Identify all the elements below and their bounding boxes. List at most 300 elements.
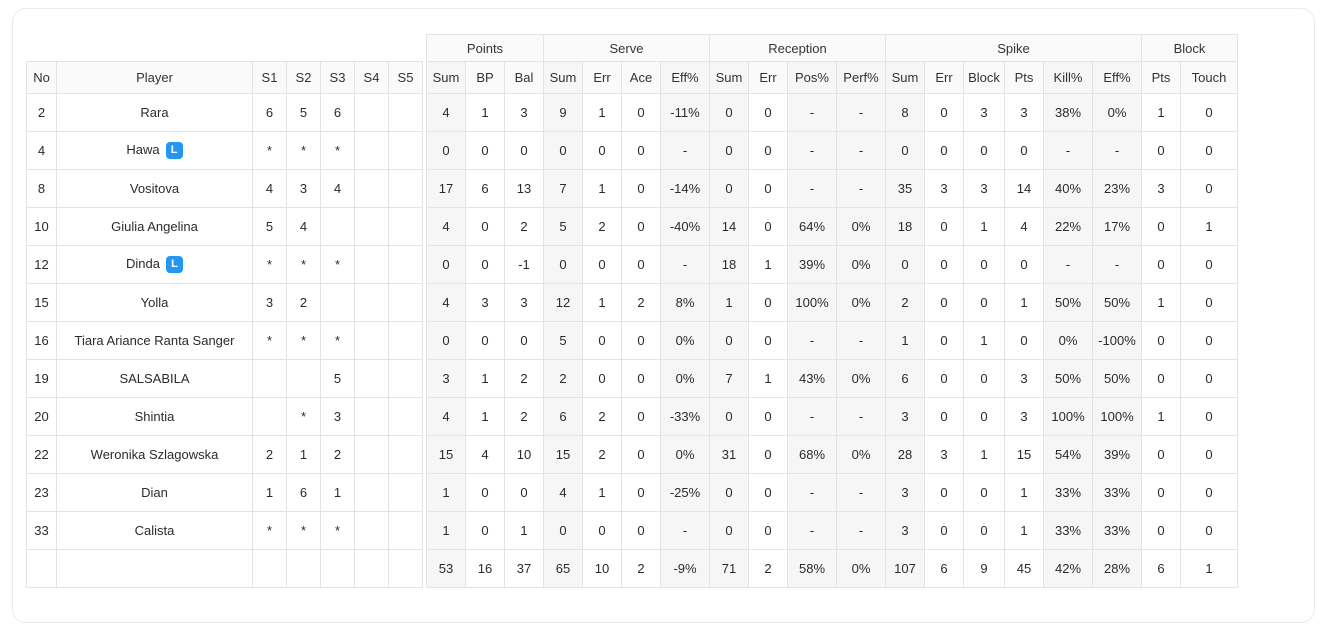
cell-serve-eff: - xyxy=(661,132,710,170)
cell-reception-perf: - xyxy=(837,170,886,208)
cell-player-name[interactable] xyxy=(57,246,253,284)
col-no[interactable]: No xyxy=(27,62,57,94)
cell-reception-err: 0 xyxy=(749,322,788,360)
cell-block-pts: 1 xyxy=(1142,398,1181,436)
col-spike-kill[interactable]: Kill% xyxy=(1044,62,1093,94)
cell-spike-eff: 50% xyxy=(1093,360,1142,398)
cell-serve-err: 2 xyxy=(583,436,622,474)
cell-s1: * xyxy=(253,512,287,550)
col-reception-pos[interactable]: Pos% xyxy=(788,62,837,94)
cell-s3: 2 xyxy=(321,436,355,474)
cell-serve-sum: 0 xyxy=(544,512,583,550)
cell-s5 xyxy=(389,322,423,360)
cell-serve-sum: 6 xyxy=(544,398,583,436)
cell-points-bal: 2 xyxy=(505,398,544,436)
cell-reception-sum: 0 xyxy=(710,322,749,360)
cell-s2: * xyxy=(287,322,321,360)
cell-block-touch: 0 xyxy=(1181,132,1238,170)
col-points-bal[interactable]: Bal xyxy=(505,62,544,94)
cell-s4 xyxy=(355,550,389,588)
col-player[interactable]: Player xyxy=(57,62,253,94)
cell-reception-err: 0 xyxy=(749,474,788,512)
cell-spike-err: 6 xyxy=(925,550,964,588)
cell-s4 xyxy=(355,512,389,550)
group-header-row xyxy=(27,35,1238,62)
cell-block-pts: 0 xyxy=(1142,360,1181,398)
cell-player-name[interactable] xyxy=(57,94,253,132)
player-stats-table xyxy=(26,34,1238,588)
cell-block-touch: 0 xyxy=(1181,246,1238,284)
cell-spike-kill: - xyxy=(1044,246,1093,284)
cell-spike-pts: 0 xyxy=(1005,132,1044,170)
cell-reception-perf: - xyxy=(837,322,886,360)
cell-block-pts: 1 xyxy=(1142,94,1181,132)
cell-spike-pts: 3 xyxy=(1005,398,1044,436)
cell-spike-eff: 28% xyxy=(1093,550,1142,588)
cell-block-touch: 0 xyxy=(1181,398,1238,436)
col-points-sum[interactable]: Sum xyxy=(427,62,466,94)
cell-spike-kill: 54% xyxy=(1044,436,1093,474)
group-blank-no xyxy=(27,35,57,62)
cell-serve-err: 10 xyxy=(583,550,622,588)
cell-s5 xyxy=(389,132,423,170)
cell-serve-eff: 0% xyxy=(661,436,710,474)
cell-points-bp: 1 xyxy=(466,360,505,398)
group-blank-s4 xyxy=(355,35,389,62)
group-blank-player xyxy=(57,35,253,62)
libero-badge: L xyxy=(166,256,183,273)
cell-serve-sum: 12 xyxy=(544,284,583,322)
cell-serve-ace: 0 xyxy=(622,208,661,246)
cell-reception-perf: 0% xyxy=(837,246,886,284)
col-serve-ace[interactable]: Ace xyxy=(622,62,661,94)
cell-spike-pts: 1 xyxy=(1005,512,1044,550)
table-row xyxy=(27,436,1238,474)
cell-serve-sum: 65 xyxy=(544,550,583,588)
cell-block-touch: 0 xyxy=(1181,94,1238,132)
cell-block-pts: 0 xyxy=(1142,208,1181,246)
cell-spike-eff: 33% xyxy=(1093,512,1142,550)
cell-player-name[interactable] xyxy=(57,436,253,474)
cell-block-pts: 1 xyxy=(1142,284,1181,322)
col-reception-perf[interactable]: Perf% xyxy=(837,62,886,94)
cell-s4 xyxy=(355,132,389,170)
group-blank-s5 xyxy=(389,35,423,62)
cell-serve-eff: 0% xyxy=(661,360,710,398)
cell-points-bal: 3 xyxy=(505,284,544,322)
cell-serve-ace: 0 xyxy=(622,512,661,550)
cell-no xyxy=(27,550,57,588)
cell-s4 xyxy=(355,284,389,322)
cell-spike-eff: 0% xyxy=(1093,94,1142,132)
cell-spike-eff: 33% xyxy=(1093,474,1142,512)
group-header-spike: Spike xyxy=(886,35,1142,62)
cell-points-bp: 0 xyxy=(466,474,505,512)
table-head xyxy=(27,35,1238,94)
cell-s3: * xyxy=(321,322,355,360)
cell-no: 23 xyxy=(27,474,57,512)
cell-points-bal: 37 xyxy=(505,550,544,588)
cell-points-bp: 6 xyxy=(466,170,505,208)
cell-spike-pts: 1 xyxy=(1005,474,1044,512)
col-s1[interactable]: S1 xyxy=(253,62,287,94)
cell-serve-eff: -14% xyxy=(661,170,710,208)
cell-block-touch: 0 xyxy=(1181,436,1238,474)
cell-reception-sum: 0 xyxy=(710,94,749,132)
cell-serve-ace: 0 xyxy=(622,94,661,132)
cell-spike-sum: 18 xyxy=(886,208,925,246)
cell-player-name[interactable] xyxy=(57,170,253,208)
col-block-pts[interactable]: Pts xyxy=(1142,62,1181,94)
cell-serve-eff: -33% xyxy=(661,398,710,436)
cell-s3 xyxy=(321,550,355,588)
cell-reception-pos: - xyxy=(788,170,837,208)
col-reception-sum[interactable]: Sum xyxy=(710,62,749,94)
cell-points-bp: 0 xyxy=(466,322,505,360)
cell-s2: 3 xyxy=(287,170,321,208)
cell-points-sum: 0 xyxy=(427,132,466,170)
cell-s1: 1 xyxy=(253,474,287,512)
col-s4[interactable]: S4 xyxy=(355,62,389,94)
col-spike-eff[interactable]: Eff% xyxy=(1093,62,1142,94)
cell-points-bal: 0 xyxy=(505,322,544,360)
cell-reception-sum: 0 xyxy=(710,398,749,436)
cell-block-pts: 0 xyxy=(1142,436,1181,474)
cell-spike-block: 0 xyxy=(964,246,1005,284)
cell-reception-err: 1 xyxy=(749,360,788,398)
group-blank-s3 xyxy=(321,35,355,62)
cell-block-pts: 0 xyxy=(1142,322,1181,360)
cell-serve-sum: 7 xyxy=(544,170,583,208)
col-s5[interactable]: S5 xyxy=(389,62,423,94)
cell-s4 xyxy=(355,170,389,208)
cell-spike-sum: 3 xyxy=(886,512,925,550)
cell-player-name[interactable] xyxy=(57,322,253,360)
cell-player-name[interactable] xyxy=(57,360,253,398)
cell-spike-pts: 0 xyxy=(1005,322,1044,360)
cell-reception-err: 0 xyxy=(749,94,788,132)
cell-s2: * xyxy=(287,132,321,170)
cell-spike-err: 0 xyxy=(925,360,964,398)
cell-serve-sum: 5 xyxy=(544,208,583,246)
cell-points-sum: 1 xyxy=(427,512,466,550)
cell-spike-pts: 3 xyxy=(1005,360,1044,398)
cell-spike-pts: 4 xyxy=(1005,208,1044,246)
cell-s2: 1 xyxy=(287,436,321,474)
cell-spike-eff: - xyxy=(1093,132,1142,170)
cell-spike-kill: 0% xyxy=(1044,322,1093,360)
cell-serve-sum: 4 xyxy=(544,474,583,512)
cell-s5 xyxy=(389,550,423,588)
cell-reception-pos: - xyxy=(788,94,837,132)
table-row xyxy=(27,284,1238,322)
player-name-text: Yolla xyxy=(140,295,169,310)
cell-reception-sum: 71 xyxy=(710,550,749,588)
player-name-text: SALSABILA xyxy=(119,371,190,386)
cell-no: 19 xyxy=(27,360,57,398)
cell-s5 xyxy=(389,512,423,550)
column-header-row xyxy=(27,62,1238,94)
col-serve-err[interactable]: Err xyxy=(583,62,622,94)
cell-reception-sum: 0 xyxy=(710,170,749,208)
cell-s5 xyxy=(389,398,423,436)
cell-serve-ace: 0 xyxy=(622,132,661,170)
cell-player-name[interactable] xyxy=(57,474,253,512)
cell-reception-perf: - xyxy=(837,398,886,436)
cell-serve-eff: - xyxy=(661,246,710,284)
cell-spike-kill: 50% xyxy=(1044,284,1093,322)
cell-s5 xyxy=(389,94,423,132)
cell-reception-perf: 0% xyxy=(837,436,886,474)
col-spike-pts[interactable]: Pts xyxy=(1005,62,1044,94)
cell-serve-sum: 0 xyxy=(544,132,583,170)
player-name-text: Calista xyxy=(134,523,175,538)
cell-serve-ace: 0 xyxy=(622,436,661,474)
cell-points-sum: 17 xyxy=(427,170,466,208)
cell-reception-sum: 0 xyxy=(710,512,749,550)
cell-s4 xyxy=(355,436,389,474)
cell-points-sum: 0 xyxy=(427,246,466,284)
cell-s2: 6 xyxy=(287,474,321,512)
cell-spike-err: 0 xyxy=(925,246,964,284)
cell-spike-err: 0 xyxy=(925,398,964,436)
cell-s1: 6 xyxy=(253,94,287,132)
col-s3[interactable]: S3 xyxy=(321,62,355,94)
cell-s4 xyxy=(355,94,389,132)
cell-s2 xyxy=(287,360,321,398)
cell-serve-sum: 15 xyxy=(544,436,583,474)
cell-s4 xyxy=(355,208,389,246)
cell-s3: 1 xyxy=(321,474,355,512)
cell-reception-pos: 43% xyxy=(788,360,837,398)
cell-s2: * xyxy=(287,512,321,550)
cell-reception-sum: 18 xyxy=(710,246,749,284)
cell-serve-err: 2 xyxy=(583,208,622,246)
cell-player-name[interactable] xyxy=(57,398,253,436)
cell-spike-eff: -100% xyxy=(1093,322,1142,360)
col-spike-sum[interactable]: Sum xyxy=(886,62,925,94)
cell-reception-pos: - xyxy=(788,512,837,550)
player-name-text: Dinda xyxy=(126,255,160,271)
table-total-row xyxy=(27,550,1238,588)
cell-s2: * xyxy=(287,398,321,436)
cell-spike-eff: 23% xyxy=(1093,170,1142,208)
cell-spike-kill: 22% xyxy=(1044,208,1093,246)
cell-s5 xyxy=(389,170,423,208)
cell-no: 10 xyxy=(27,208,57,246)
cell-spike-block: 1 xyxy=(964,436,1005,474)
cell-reception-perf: - xyxy=(837,94,886,132)
cell-serve-eff: -25% xyxy=(661,474,710,512)
cell-block-touch: 0 xyxy=(1181,284,1238,322)
group-header-block: Block xyxy=(1142,35,1238,62)
cell-block-pts: 0 xyxy=(1142,246,1181,284)
cell-player-name[interactable] xyxy=(57,512,253,550)
cell-player-name[interactable] xyxy=(57,208,253,246)
cell-spike-err: 0 xyxy=(925,132,964,170)
cell-reception-perf: - xyxy=(837,474,886,512)
cell-no: 22 xyxy=(27,436,57,474)
table-row xyxy=(27,512,1238,550)
cell-s1: 2 xyxy=(253,436,287,474)
cell-spike-sum: 3 xyxy=(886,474,925,512)
cell-spike-block: 9 xyxy=(964,550,1005,588)
player-name-text: Dian xyxy=(141,485,168,500)
cell-s1 xyxy=(253,550,287,588)
table-body xyxy=(27,94,1238,588)
cell-reception-perf: - xyxy=(837,512,886,550)
player-name-text: Giulia Angelina xyxy=(111,219,198,234)
cell-points-bp: 0 xyxy=(466,208,505,246)
cell-reception-pos: 68% xyxy=(788,436,837,474)
cell-points-bp: 3 xyxy=(466,284,505,322)
cell-spike-err: 0 xyxy=(925,208,964,246)
cell-reception-pos: 58% xyxy=(788,550,837,588)
cell-spike-kill: 40% xyxy=(1044,170,1093,208)
cell-player-total xyxy=(57,550,253,588)
col-reception-err[interactable]: Err xyxy=(749,62,788,94)
cell-spike-block: 3 xyxy=(964,170,1005,208)
cell-reception-perf: 0% xyxy=(837,360,886,398)
cell-points-sum: 4 xyxy=(427,94,466,132)
cell-serve-err: 0 xyxy=(583,360,622,398)
cell-spike-pts: 15 xyxy=(1005,436,1044,474)
cell-reception-pos: - xyxy=(788,474,837,512)
cell-block-pts: 0 xyxy=(1142,132,1181,170)
cell-player-name[interactable] xyxy=(57,132,253,170)
col-serve-sum[interactable]: Sum xyxy=(544,62,583,94)
cell-reception-sum: 7 xyxy=(710,360,749,398)
cell-serve-err: 0 xyxy=(583,132,622,170)
cell-spike-eff: 39% xyxy=(1093,436,1142,474)
cell-serve-ace: 2 xyxy=(622,550,661,588)
table-row xyxy=(27,132,1238,170)
cell-spike-sum: 0 xyxy=(886,246,925,284)
cell-points-bal: 2 xyxy=(505,360,544,398)
cell-reception-pos: - xyxy=(788,398,837,436)
cell-spike-kill: 50% xyxy=(1044,360,1093,398)
cell-s1: * xyxy=(253,132,287,170)
cell-reception-err: 0 xyxy=(749,512,788,550)
col-s2[interactable]: S2 xyxy=(287,62,321,94)
col-block-touch[interactable]: Touch xyxy=(1181,62,1238,94)
cell-block-touch: 0 xyxy=(1181,474,1238,512)
cell-spike-pts: 0 xyxy=(1005,246,1044,284)
cell-s2: 4 xyxy=(287,208,321,246)
cell-no: 8 xyxy=(27,170,57,208)
cell-reception-pos: - xyxy=(788,132,837,170)
cell-no: 33 xyxy=(27,512,57,550)
cell-points-sum: 1 xyxy=(427,474,466,512)
cell-spike-block: 0 xyxy=(964,360,1005,398)
cell-serve-sum: 0 xyxy=(544,246,583,284)
player-name-text: Hawa xyxy=(126,141,160,157)
cell-reception-sum: 0 xyxy=(710,474,749,512)
cell-spike-err: 3 xyxy=(925,436,964,474)
cell-serve-ace: 0 xyxy=(622,322,661,360)
cell-s5 xyxy=(389,284,423,322)
cell-points-sum: 4 xyxy=(427,208,466,246)
cell-serve-err: 1 xyxy=(583,284,622,322)
cell-reception-sum: 0 xyxy=(710,132,749,170)
cell-serve-err: 0 xyxy=(583,512,622,550)
cell-spike-sum: 35 xyxy=(886,170,925,208)
cell-reception-err: 1 xyxy=(749,246,788,284)
cell-spike-kill: 33% xyxy=(1044,474,1093,512)
cell-s4 xyxy=(355,322,389,360)
cell-points-bal: 10 xyxy=(505,436,544,474)
cell-spike-sum: 2 xyxy=(886,284,925,322)
cell-s1: 5 xyxy=(253,208,287,246)
cell-block-touch: 1 xyxy=(1181,208,1238,246)
cell-points-bp: 16 xyxy=(466,550,505,588)
cell-spike-pts: 14 xyxy=(1005,170,1044,208)
cell-serve-err: 2 xyxy=(583,398,622,436)
cell-s1 xyxy=(253,360,287,398)
col-spike-block[interactable]: Block xyxy=(964,62,1005,94)
cell-serve-err: 1 xyxy=(583,474,622,512)
col-spike-err[interactable]: Err xyxy=(925,62,964,94)
cell-s2 xyxy=(287,550,321,588)
player-name-text: Rara xyxy=(140,105,169,120)
cell-points-bal: 1 xyxy=(505,512,544,550)
cell-block-pts: 3 xyxy=(1142,170,1181,208)
cell-spike-sum: 3 xyxy=(886,398,925,436)
cell-spike-sum: 1 xyxy=(886,322,925,360)
cell-spike-pts: 45 xyxy=(1005,550,1044,588)
cell-s3: * xyxy=(321,512,355,550)
player-name-text: Shintia xyxy=(134,409,175,424)
cell-reception-err: 0 xyxy=(749,398,788,436)
cell-block-pts: 0 xyxy=(1142,512,1181,550)
cell-spike-block: 0 xyxy=(964,512,1005,550)
cell-serve-eff: - xyxy=(661,512,710,550)
cell-s4 xyxy=(355,398,389,436)
cell-reception-pos: 100% xyxy=(788,284,837,322)
cell-points-bal: 0 xyxy=(505,132,544,170)
cell-serve-sum: 9 xyxy=(544,94,583,132)
cell-points-sum: 0 xyxy=(427,322,466,360)
cell-reception-err: 0 xyxy=(749,284,788,322)
cell-spike-err: 0 xyxy=(925,284,964,322)
cell-points-bp: 0 xyxy=(466,246,505,284)
col-points-bp[interactable]: BP xyxy=(466,62,505,94)
cell-spike-kill: - xyxy=(1044,132,1093,170)
cell-serve-sum: 2 xyxy=(544,360,583,398)
table-row xyxy=(27,360,1238,398)
cell-spike-err: 0 xyxy=(925,474,964,512)
cell-points-sum: 53 xyxy=(427,550,466,588)
group-blank-s2 xyxy=(287,35,321,62)
cell-points-bal: 2 xyxy=(505,208,544,246)
cell-no: 16 xyxy=(27,322,57,360)
cell-points-bal: 0 xyxy=(505,474,544,512)
cell-reception-sum: 1 xyxy=(710,284,749,322)
cell-reception-err: 0 xyxy=(749,132,788,170)
cell-points-bp: 0 xyxy=(466,132,505,170)
cell-player-name[interactable] xyxy=(57,284,253,322)
cell-reception-pos: 39% xyxy=(788,246,837,284)
cell-reception-err: 2 xyxy=(749,550,788,588)
cell-serve-eff: -40% xyxy=(661,208,710,246)
cell-spike-block: 0 xyxy=(964,398,1005,436)
cell-serve-eff: -9% xyxy=(661,550,710,588)
stats-table-container xyxy=(26,34,1238,588)
cell-s2: 2 xyxy=(287,284,321,322)
cell-s4 xyxy=(355,360,389,398)
cell-s1: * xyxy=(253,322,287,360)
col-serve-eff[interactable]: Eff% xyxy=(661,62,710,94)
